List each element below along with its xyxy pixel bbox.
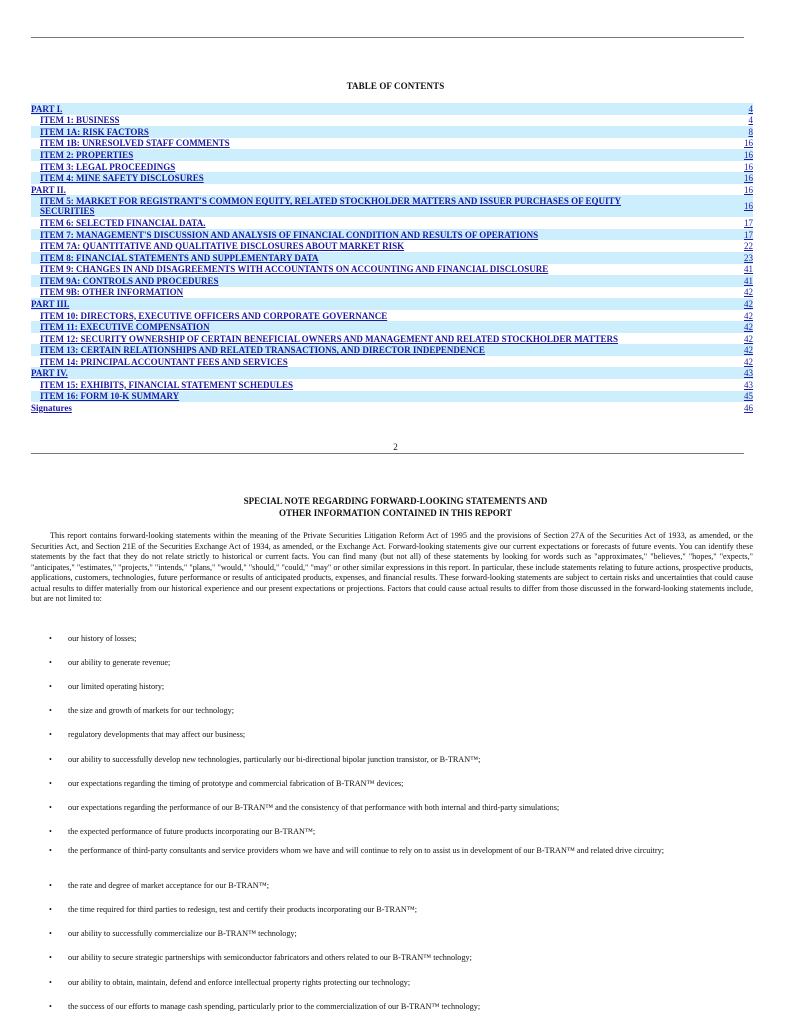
list-item-text: our ability to obtain, maintain, defend and enforce intellectual property rights protecting our technology; xyxy=(68,978,411,987)
special-note-title xyxy=(0,496,791,519)
bullet-icon: • xyxy=(49,1002,52,1011)
toc-row xyxy=(31,149,753,161)
toc-page-link[interactable]: 16 xyxy=(744,184,753,195)
toc-page-link[interactable]: 42 xyxy=(744,310,753,321)
toc-row xyxy=(31,379,753,391)
list-item xyxy=(31,846,753,857)
list-item-text: the time required for third parties to redesign, test and certify their products incorporating our B-TRAN™; xyxy=(68,905,418,914)
list-item xyxy=(31,827,753,838)
list-item-text: our ability to secure strategic partnerships with semiconductor fabricators and others related to our B-TRAN™ technology; xyxy=(68,953,472,962)
toc-link[interactable]: ITEM 7: MANAGEMENT'S DISCUSSION AND ANALYSIS OF FINANCIAL CONDITION AND RESULTS OF OPERATIONS xyxy=(40,229,539,240)
toc-row xyxy=(31,217,753,229)
toc-link[interactable]: ITEM 5: MARKET FOR REGISTRANT'S COMMON EQUITY, RELATED STOCKHOLDER MATTERS AND ISSUER PURCHASES OF EQUITY SECURITIES xyxy=(40,196,622,217)
bullet-icon: • xyxy=(49,706,52,715)
toc-row xyxy=(31,161,753,173)
list-item-text: our expectations regarding the performance of our B-TRAN™ and the consistency of that performance with both internal and third-party simulations; xyxy=(68,803,560,812)
list-item xyxy=(31,730,753,741)
toc-page-link[interactable]: 43 xyxy=(744,368,753,379)
toc-page-link[interactable]: 42 xyxy=(744,345,753,356)
toc-link[interactable]: ITEM 3: LEGAL PROCEEDINGS xyxy=(40,161,176,172)
toc-row xyxy=(31,321,753,333)
toc-page-link[interactable]: 46 xyxy=(744,402,753,413)
toc-link[interactable]: ITEM 1: BUSINESS xyxy=(40,115,120,126)
toc-row xyxy=(31,298,753,310)
toc-link[interactable]: PART IV. xyxy=(31,368,68,379)
toc-link[interactable]: ITEM 9B: OTHER INFORMATION xyxy=(40,287,184,298)
list-item-text: the rate and degree of market acceptance for our B-TRAN™; xyxy=(68,881,270,890)
list-item xyxy=(31,634,753,645)
toc-page-link[interactable]: 17 xyxy=(744,229,753,240)
toc-link[interactable]: ITEM 13: CERTAIN RELATIONSHIPS AND RELATED TRANSACTIONS, AND DIRECTOR INDEPENDENCE xyxy=(40,345,485,356)
list-item xyxy=(31,905,753,916)
toc-link[interactable]: ITEM 16: FORM 10-K SUMMARY xyxy=(40,391,180,402)
bullet-icon: • xyxy=(49,779,52,788)
toc-link[interactable]: PART II. xyxy=(31,184,66,195)
bullet-icon: • xyxy=(49,953,52,962)
toc-page-link[interactable]: 45 xyxy=(744,391,753,402)
toc-row xyxy=(31,115,753,127)
toc-row xyxy=(31,240,753,252)
list-item-text: our ability to generate revenue; xyxy=(68,658,171,667)
toc-page-link[interactable]: 42 xyxy=(744,287,753,298)
list-item xyxy=(31,706,753,717)
page-number: 2 xyxy=(393,442,398,452)
list-item-text: the expected performance of future products incorporating our B-TRAN™; xyxy=(68,827,316,836)
toc-link[interactable]: ITEM 1A: RISK FACTORS xyxy=(40,126,149,137)
toc-page-link[interactable]: 16 xyxy=(744,201,753,212)
list-item xyxy=(31,803,753,814)
list-item xyxy=(31,755,753,766)
toc-link[interactable]: ITEM 8: FINANCIAL STATEMENTS AND SUPPLEMENTARY DATA xyxy=(40,252,319,263)
toc-row xyxy=(31,172,753,184)
toc-link[interactable]: ITEM 7A: QUANTITATIVE AND QUALITATIVE DISCLOSURES ABOUT MARKET RISK xyxy=(40,241,405,252)
toc-row xyxy=(31,275,753,287)
list-item-text: the success of our efforts to manage cash spending, particularly prior to the commercialization of our B-TRAN™ technology; xyxy=(68,1002,481,1011)
toc-row xyxy=(31,264,753,276)
toc-page-link[interactable]: 41 xyxy=(744,264,753,275)
toc-page-link[interactable]: 43 xyxy=(744,379,753,390)
list-item xyxy=(31,978,753,989)
page-break-rule xyxy=(31,453,744,454)
toc-page-link[interactable]: 8 xyxy=(748,126,753,137)
toc-page-link[interactable]: 42 xyxy=(744,322,753,333)
toc-page-link[interactable]: 4 xyxy=(748,103,753,114)
bullet-icon: • xyxy=(49,682,52,691)
toc-page-link[interactable]: 16 xyxy=(744,161,753,172)
toc-link[interactable]: ITEM 2: PROPERTIES xyxy=(40,149,134,160)
list-item xyxy=(31,881,753,892)
toc-link[interactable]: ITEM 15: EXHIBITS, FINANCIAL STATEMENT SCHEDULES xyxy=(40,379,294,390)
toc-page-link[interactable]: 22 xyxy=(744,241,753,252)
toc-row xyxy=(31,333,753,345)
toc-row xyxy=(31,252,753,264)
toc-row xyxy=(31,344,753,356)
toc-link[interactable]: ITEM 9A: CONTROLS AND PROCEDURES xyxy=(40,275,219,286)
list-item xyxy=(31,953,753,964)
toc-row xyxy=(31,138,753,150)
toc-page-link[interactable]: 16 xyxy=(744,173,753,184)
list-item xyxy=(31,1002,753,1013)
special-note-title-line2: OTHER INFORMATION CONTAINED IN THIS REPORT xyxy=(279,507,512,518)
list-item-text: regulatory developments that may affect our business; xyxy=(68,730,246,739)
bullet-icon: • xyxy=(49,929,52,938)
toc-page-link[interactable]: 4 xyxy=(748,115,753,126)
bullet-icon: • xyxy=(49,846,52,855)
toc-page-link[interactable]: 23 xyxy=(744,252,753,263)
list-item-text: our history of losses; xyxy=(68,634,137,643)
toc-page-link[interactable]: 42 xyxy=(744,333,753,344)
bullet-icon: • xyxy=(49,803,52,812)
toc-link[interactable]: ITEM 9: CHANGES IN AND DISAGREEMENTS WITH ACCOUNTANTS ON ACCOUNTING AND FINANCIAL DISCLOSURE xyxy=(40,264,549,275)
toc-row xyxy=(31,402,753,414)
toc-row xyxy=(31,103,753,115)
toc-title: TABLE OF CONTENTS xyxy=(346,81,445,91)
toc-link[interactable]: ITEM 10: DIRECTORS, EXECUTIVE OFFICERS AND CORPORATE GOVERNANCE xyxy=(40,310,388,321)
toc-page-link[interactable]: 16 xyxy=(744,149,753,160)
toc-link[interactable]: Signatures xyxy=(31,402,72,413)
toc-link[interactable]: PART III. xyxy=(31,298,70,309)
bullet-icon: • xyxy=(49,634,52,643)
list-item xyxy=(31,682,753,693)
toc-row xyxy=(31,184,753,196)
bullet-icon: • xyxy=(49,827,52,836)
list-item-text: our ability to successfully commercialize our B-TRAN™ technology; xyxy=(68,929,297,938)
bullet-icon: • xyxy=(49,881,52,890)
toc-row xyxy=(31,126,753,138)
toc-row xyxy=(31,356,753,368)
bullet-icon: • xyxy=(49,905,52,914)
toc-page-link[interactable]: 41 xyxy=(744,275,753,286)
top-rule xyxy=(31,37,744,38)
bullet-icon: • xyxy=(49,978,52,987)
toc-page-link[interactable]: 17 xyxy=(744,218,753,229)
toc-row xyxy=(31,367,753,379)
toc-link[interactable]: ITEM 6: SELECTED FINANCIAL DATA. xyxy=(40,218,206,229)
list-item-text: our expectations regarding the timing of prototype and commercial fabrication of B-TRAN™ devices; xyxy=(68,779,404,788)
toc-row xyxy=(31,229,753,241)
forward-looking-paragraph: This report contains forward-looking statements within the meaning of the Private Securities Litigation Reform Act of 1995 and the provisions of Section 27A of the Securities Act of 1933, as amended, or the Securities Act, and Section 21E of the Securities Exchange Act of 1934, as amended, or the Exchange Act. Forward-looking statements give our current expectations or forecasts of future events. You can identify these statements by the fact that they do not relate strictly to historical or current facts. You can find many (but not all) of these statements by looking for words such as "approximates," "believes," "hopes," "expects," "anticipates," "estimates," "projects," "intends," "plans," "would," "should," "could," "may" or other similar expressions in this report. In particular, these include statements relating to future actions, prospective products, applications, customers, technologies, future performance or results of anticipated products, expenses, and financial results. These forward-looking statements are subject to certain risks and uncertainties that could cause actual results to differ materially from our historical experience and our present expectations or projections. Factors that could cause actual results to differ from those discussed in the forward-looking statements include, but are not limited to: xyxy=(31,531,753,603)
list-item xyxy=(31,658,753,669)
toc-row xyxy=(31,310,753,322)
bullet-icon: • xyxy=(49,658,52,667)
bullet-icon: • xyxy=(49,755,52,764)
list-item xyxy=(31,929,753,940)
toc-page-link[interactable]: 16 xyxy=(744,138,753,149)
toc-link[interactable]: ITEM 4: MINE SAFETY DISCLOSURES xyxy=(40,173,204,184)
list-item xyxy=(31,779,753,790)
toc-link[interactable]: ITEM 1B: UNRESOLVED STAFF COMMENTS xyxy=(40,138,230,149)
list-item-text: the size and growth of markets for our technology; xyxy=(68,706,234,715)
table-of-contents xyxy=(31,103,753,414)
toc-link[interactable]: ITEM 11: EXECUTIVE COMPENSATION xyxy=(40,322,210,333)
toc-page-link[interactable]: 42 xyxy=(744,356,753,367)
toc-link[interactable]: ITEM 14: PRINCIPAL ACCOUNTANT FEES AND SERVICES xyxy=(40,356,288,367)
toc-page-link[interactable]: 42 xyxy=(744,298,753,309)
toc-row xyxy=(31,391,753,403)
toc-link[interactable]: PART I. xyxy=(31,103,63,114)
bullet-icon: • xyxy=(49,730,52,739)
special-note-title-line1: SPECIAL NOTE REGARDING FORWARD-LOOKING STATEMENTS AND xyxy=(243,496,548,506)
list-item-text: our ability to successfully develop new technologies, particularly our bi-directional bipolar junction transistor, or B-TRAN™; xyxy=(68,755,481,764)
list-item-text: our limited operating history; xyxy=(68,682,165,691)
toc-link[interactable]: ITEM 12: SECURITY OWNERSHIP OF CERTAIN BENEFICIAL OWNERS AND MANAGEMENT AND RELATED STOCKHOLDER MATTERS xyxy=(40,333,619,344)
toc-row xyxy=(31,287,753,299)
list-item-text: the performance of third-party consultants and service providers whom we have and will continue to rely on to assist us in development of our B-TRAN™ and related drive circuitry; xyxy=(68,846,664,855)
toc-row xyxy=(31,195,753,217)
